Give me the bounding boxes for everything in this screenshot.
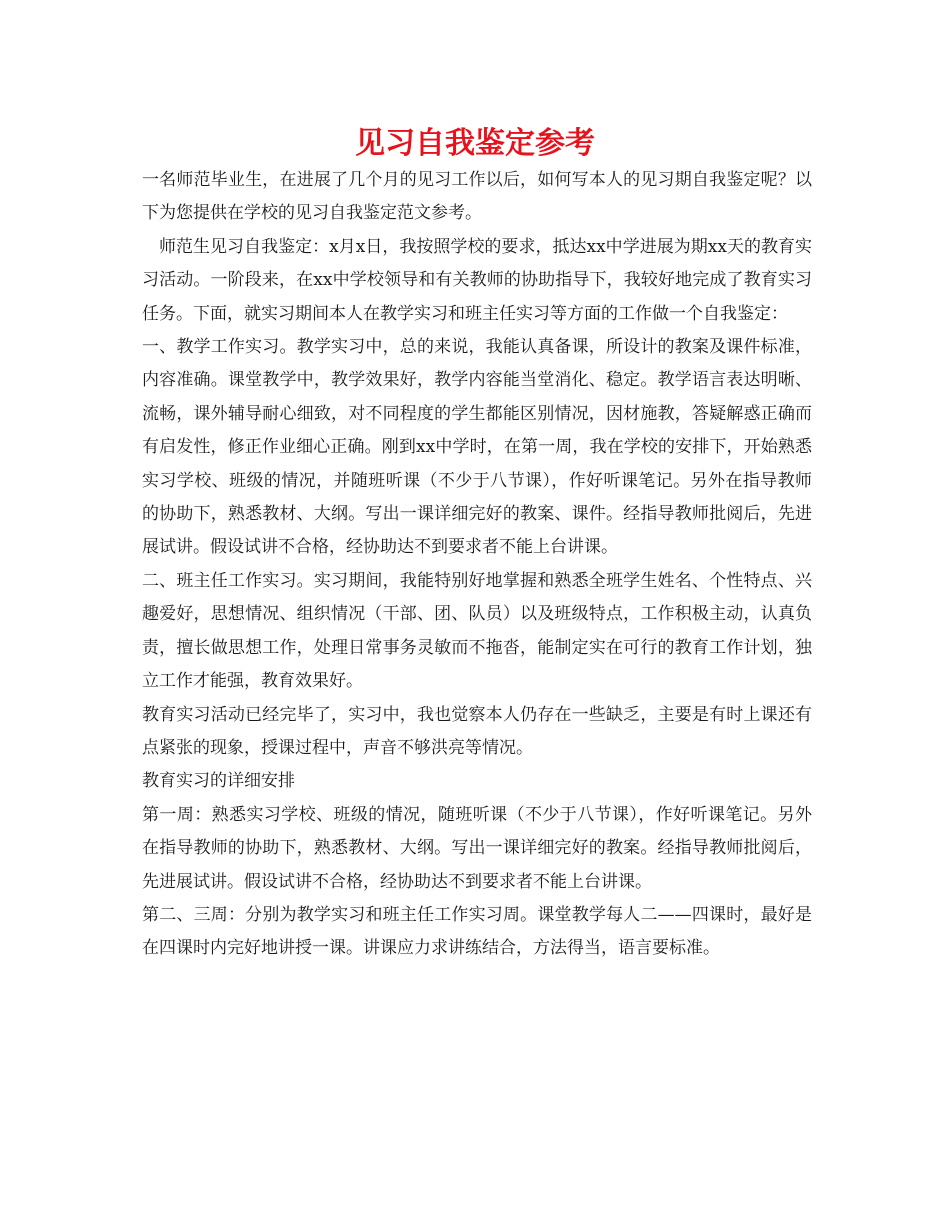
document-body xyxy=(142,164,812,966)
paragraph-week-one: 第一周：熟悉实习学校、班级的情况，随班听课（不少于八节课），作好听课笔记。另外在指导教师的协助下，熟悉教材、大纲。写出一课详细完好的教案。经指导教师批阅后，先进展试讲。假设试讲不合格，经协助达不到要求者不能上台讲课。 xyxy=(142,804,812,892)
document-title: 见习自我鉴定参考 xyxy=(355,126,595,161)
paragraph-shortcomings: 教育实习活动已经完毕了，实习中，我也觉察本人仍存在一些缺乏，主要是有时上课还有点紧张的现象，授课过程中，声音不够洪亮等情况。 xyxy=(142,704,812,758)
paragraph-weeks-two-three: 第二、三周：分别为教学实习和班主任工作实习周。课堂教学每人二——四课时，最好是在四课时内完好地讲授一课。讲课应力求讲练结合，方法得当，语言要标准。 xyxy=(142,904,812,959)
paragraph-teaching-practice: 一、教学工作实习。教学实习中，总的来说，我能认真备课，所设计的教案及课件标准，内容准确。课堂教学中，教学效果好，教学内容能当堂消化、稳定。教学语言表达明晰、流畅，课外辅导耐心细致，对不同程度的学生都能区别情况，因材施教，答疑解惑正确而有启发性，修正作业细心正确。刚到xx中学时，在第一周，我在学校的安排下，开始熟悉实习学校、班级的情况，并随班听课（不少于八节课），作好听课笔记。另外在指导教师的协助下，熟悉教材、大纲。写出一课详细完好的教案、课件。经指导教师批阅后，先进展试讲。假设试讲不合格，经协助达不到要求者不能上台讲课。 xyxy=(142,337,812,558)
paragraph-self-assessment: 师范生见习自我鉴定：x月x日，我按照学校的要求，抵达xx中学进展为期xx天的教育实习活动。一阶段来，在xx中学校领导和有关教师的协助指导下，我较好地完成了教育实习任务。下面，就实习期间本人在教学实习和班主任实习等方面的工作做一个自我鉴定： xyxy=(142,236,812,324)
paragraph-head-teacher-practice: 二、班主任工作实习。实习期间，我能特别好地掌握和熟悉全班学生姓名、个性特点、兴趣爱好，思想情况、组织情况（干部、团、队员）以及班级特点，工作积极主动，认真负责，擅长做思想工作，处理日常事务灵敏而不拖沓，能制定实在可行的教育工作计划，独立工作才能强，教育效果好。 xyxy=(142,570,812,692)
section-heading-schedule: 教育实习的详细安排 xyxy=(142,771,295,792)
paragraph-intro: 一名师范毕业生，在进展了几个月的见习工作以后，如何写本人的见习期自我鉴定呢？以下为您提供在学校的见习自我鉴定范文参考。 xyxy=(142,170,812,224)
